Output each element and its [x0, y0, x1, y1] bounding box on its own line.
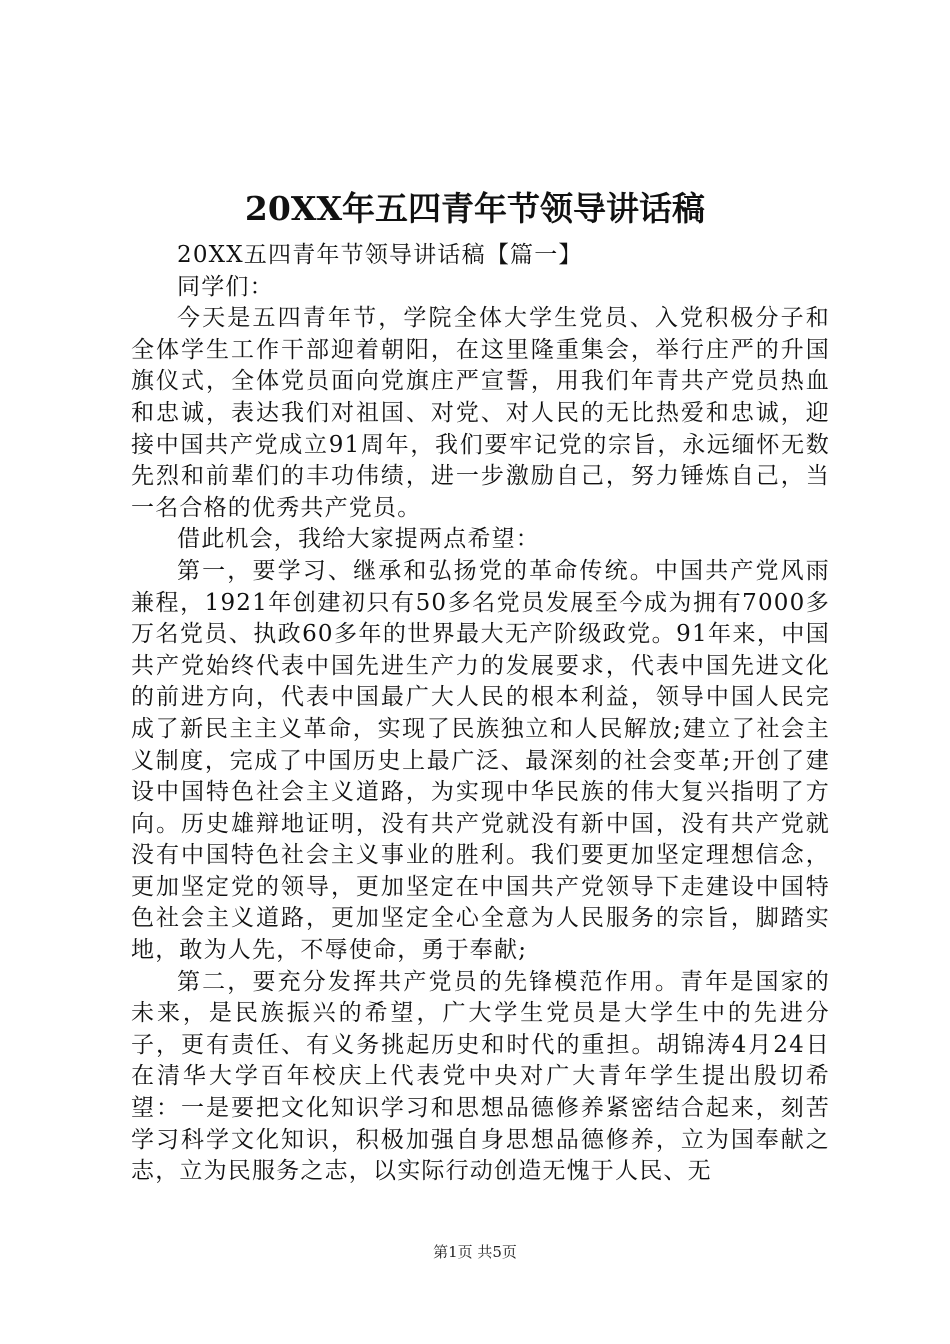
- paragraph-subtitle: 20XX五四青年节领导讲话稿【篇一】: [177, 242, 583, 268]
- paragraph-point-one: 第一，要学习、继承和弘扬党的革命传统。中国共产党风雨兼程，1921年创建初只有50多名党员发展至今成为拥有7000多万名党员、执政60多年的世界最大无产阶级政党。91年来，中国共产党始终代表中国先进生产力的发展要求，代表中国先进文化的前进方向，代表中国最广大人民的根本利益，领导中国人民完成了新民主主义革命，实现了民族独立和人民解放;建立了社会主义制度，完成了中国历史上最广泛、最深刻的社会变革;开创了建设中国特色社会主义道路，为实现中华民族的伟大复兴指明了方向。历史雄辩地证明，没有共产党就没有新中国，没有共产党就没有中国特色社会主义事业的胜利。我们要更加坚定理想信念，更加坚定党的领导，更加坚定在中国共产党领导下走建设中国特色社会主义道路，更加坚定全心全意为人民服务的宗旨，脚踏实地，敢为人先，不辱使命，勇于奉献;: [131, 557, 830, 964]
- paragraph-transition: 借此机会，我给大家提两点希望：: [177, 526, 540, 553]
- page-number-footer: 第1页 共5页: [433, 1243, 517, 1261]
- document-title: 20XX年五四青年节领导讲话稿: [244, 189, 706, 228]
- document-body: [131, 240, 830, 1188]
- paragraph-opening: 今天是五四青年节，学院全体大学生党员、入党积极分子和全体学生工作干部迎着朝阳，在这里隆重集会，举行庄严的升国旗仪式，全体党员面向党旗庄严宣誓，用我们年青共产党员热血和忠诚，表达我们对祖国、对党、对人民的无比热爱和忠诚，迎接中国共产党成立91周年，我们要牢记党的宗旨，永远缅怀无数先烈和前辈们的丰功伟绩，进一步激励自己，努力锤炼自己，当一名合格的优秀共产党员。: [131, 305, 830, 521]
- paragraph-point-two: 第二，要充分发挥共产党员的先锋模范作用。青年是国家的未来，是民族振兴的希望，广大学生党员是大学生中的先进分子，更有责任、有义务挑起历史和时代的重担。胡锦涛4月24日在清华大学百年校庆上代表党中央对广大青年学生提出殷切希望：一是要把文化知识学习和思想品德修养紧密结合起来，刻苦学习科学文化知识，积极加强自身思想品德修养，立为国奉献之志，立为民服务之志，以实际行动创造无愧于人民、无: [131, 968, 830, 1185]
- paragraph-salutation: 同学们：: [177, 273, 274, 300]
